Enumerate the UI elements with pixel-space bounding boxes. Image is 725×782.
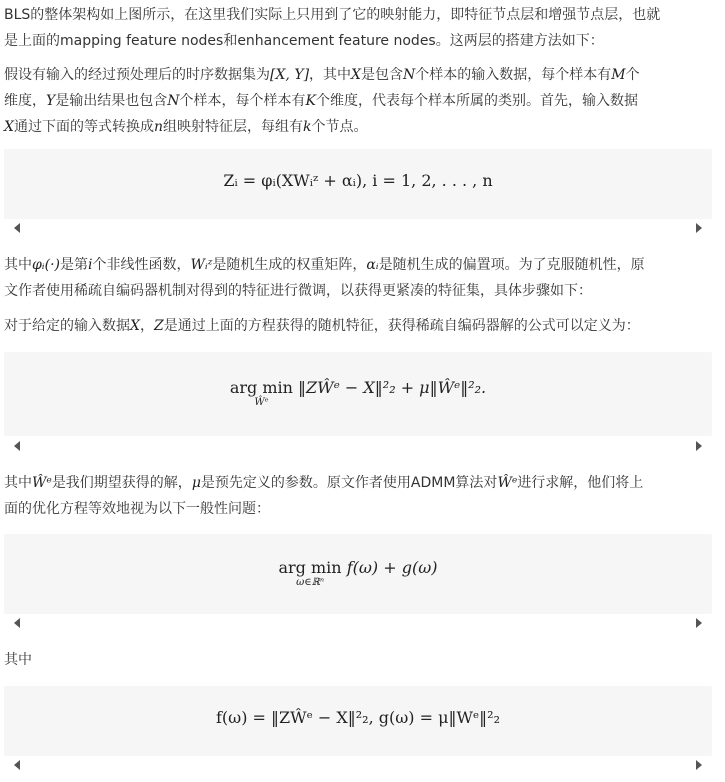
argmin-label: arg min <box>278 558 342 577</box>
argmin-subscript: Ŵᵉ <box>254 397 269 408</box>
text: 个样本的输入数据，每个样本有 <box>415 67 612 83</box>
math-inline: X <box>130 318 140 334</box>
text: ，其中 <box>309 67 352 83</box>
text: 是我们期望获得的解， <box>51 475 192 491</box>
equation-4-scrollbar[interactable] <box>4 757 712 773</box>
text: 个维度，代表每个样本所属的类别。首先，输入数据 <box>315 93 638 109</box>
text: 进行求解，他们将上 <box>517 475 644 491</box>
text: 文作者使用稀疏自编码器机制对得到的特征进行微调，以获得更紧凑的特征集，具体步骤如下： <box>4 283 592 299</box>
text: 维度， <box>4 93 46 109</box>
text: 是通过上面的方程获得的随机特征，获得稀疏自编码器解的公式可以定义为： <box>163 318 640 334</box>
equation-general-problem <box>4 558 712 589</box>
text: 是输出结果也包含 <box>55 93 168 109</box>
where-paragraph <box>4 647 716 673</box>
sparse-autoencoder-paragraph <box>4 313 716 339</box>
math-inline: μ <box>191 475 201 491</box>
scroll-right-icon[interactable] <box>696 618 702 628</box>
scroll-left-icon[interactable] <box>14 618 20 628</box>
equation-block-4 <box>4 686 712 756</box>
scroll-left-icon[interactable] <box>14 223 20 233</box>
equation-definitions: f(ω) = ‖ZŴᵉ − X‖²₂, g(ω) = μ‖Wᵉ‖²₂ <box>216 708 500 727</box>
text: 个 <box>625 67 640 83</box>
equation-mapping: Zᵢ = φᵢ(XWᵢᶻ + αᵢ), i = 1, 2, . . . , n <box>223 171 493 190</box>
objective: f(ω) + g(ω) <box>346 558 438 577</box>
scroll-left-icon[interactable] <box>14 441 20 451</box>
math-inline: Wᵢᶻ <box>190 257 213 273</box>
math-inline: αᵢ <box>366 257 379 273</box>
text: 个样本，每个样本有 <box>179 93 306 109</box>
math-inline: X <box>4 119 14 135</box>
equation-1-scrollbar[interactable] <box>4 220 712 236</box>
text: 通过下面的等式转换成 <box>13 119 154 135</box>
text: 个节点。 <box>311 119 368 135</box>
equation-sparse-autoencoder <box>4 378 712 409</box>
scroll-right-icon[interactable] <box>696 223 702 233</box>
equation-3-scrollbar[interactable] <box>4 615 712 631</box>
math-inline: k <box>303 119 312 135</box>
objective: ‖ZŴᵉ − X‖²₂ + μ‖Ŵᵉ‖²₂. <box>298 378 487 397</box>
text: 其中 <box>4 257 32 273</box>
math-inline: X <box>351 67 362 83</box>
text: 组映射特征层，每组有 <box>163 119 303 135</box>
equation-block-3 <box>4 534 712 614</box>
argmin-subscript: ω∈ℝⁿ <box>296 577 324 588</box>
text: ， <box>139 318 154 334</box>
math-inline: n <box>153 119 163 135</box>
math-inline: N <box>403 67 416 83</box>
nonlinear-paragraph <box>4 252 716 304</box>
intro-line-2: 是上面的mapping feature nodes和enhancement feature nodes。这两层的搭建方法如下： <box>4 33 604 49</box>
scroll-right-icon[interactable] <box>696 441 702 451</box>
intro-line-1: BLS的整体架构如上图所示，在这里我们实际上只用到了它的映射能力，即特征节点层和增强节点层，也就 <box>4 7 661 23</box>
math-inline: Z <box>153 318 164 334</box>
text: 假设有输入的经过预处理后的时序数据集为 <box>4 67 270 83</box>
text: 是预先定义的参数。原文作者使用ADMM算法对 <box>200 475 498 491</box>
math-inline: i <box>88 257 93 273</box>
equation-block-1 <box>4 149 712 219</box>
math-inline: K <box>305 93 316 109</box>
math-inline: [X, Y] <box>270 67 310 83</box>
argmin-operator <box>278 558 341 589</box>
text: 是随机生成的偏置项。为了克服随机性，原 <box>378 257 645 273</box>
text: 是随机生成的权重矩阵， <box>212 257 367 273</box>
text: 其中 <box>4 652 32 668</box>
text: 其中 <box>4 475 32 491</box>
equation-2-scrollbar[interactable] <box>4 438 712 454</box>
admm-paragraph <box>4 470 716 522</box>
equation-block-2 <box>4 352 712 436</box>
argmin-label: arg min <box>229 378 293 397</box>
scroll-right-icon[interactable] <box>696 760 702 770</box>
math-inline: N <box>167 93 180 109</box>
text: 个非线性函数， <box>92 257 191 273</box>
math-inline: M <box>611 67 626 83</box>
math-inline: Ŵᵉ <box>497 475 518 491</box>
math-inline: Y <box>46 93 56 109</box>
scroll-left-icon[interactable] <box>14 760 20 770</box>
text: 是第 <box>60 257 88 273</box>
argmin-operator <box>230 378 293 409</box>
math-inline: φᵢ(·) <box>32 257 60 273</box>
text: 是包含 <box>361 67 404 83</box>
intro-paragraph <box>4 2 716 54</box>
text: 面的优化方程等效地视为以下一般性问题： <box>4 501 270 517</box>
math-inline: Ŵᵉ <box>32 475 52 491</box>
dataset-paragraph <box>4 62 716 140</box>
text: 对于给定的输入数据 <box>4 318 130 334</box>
